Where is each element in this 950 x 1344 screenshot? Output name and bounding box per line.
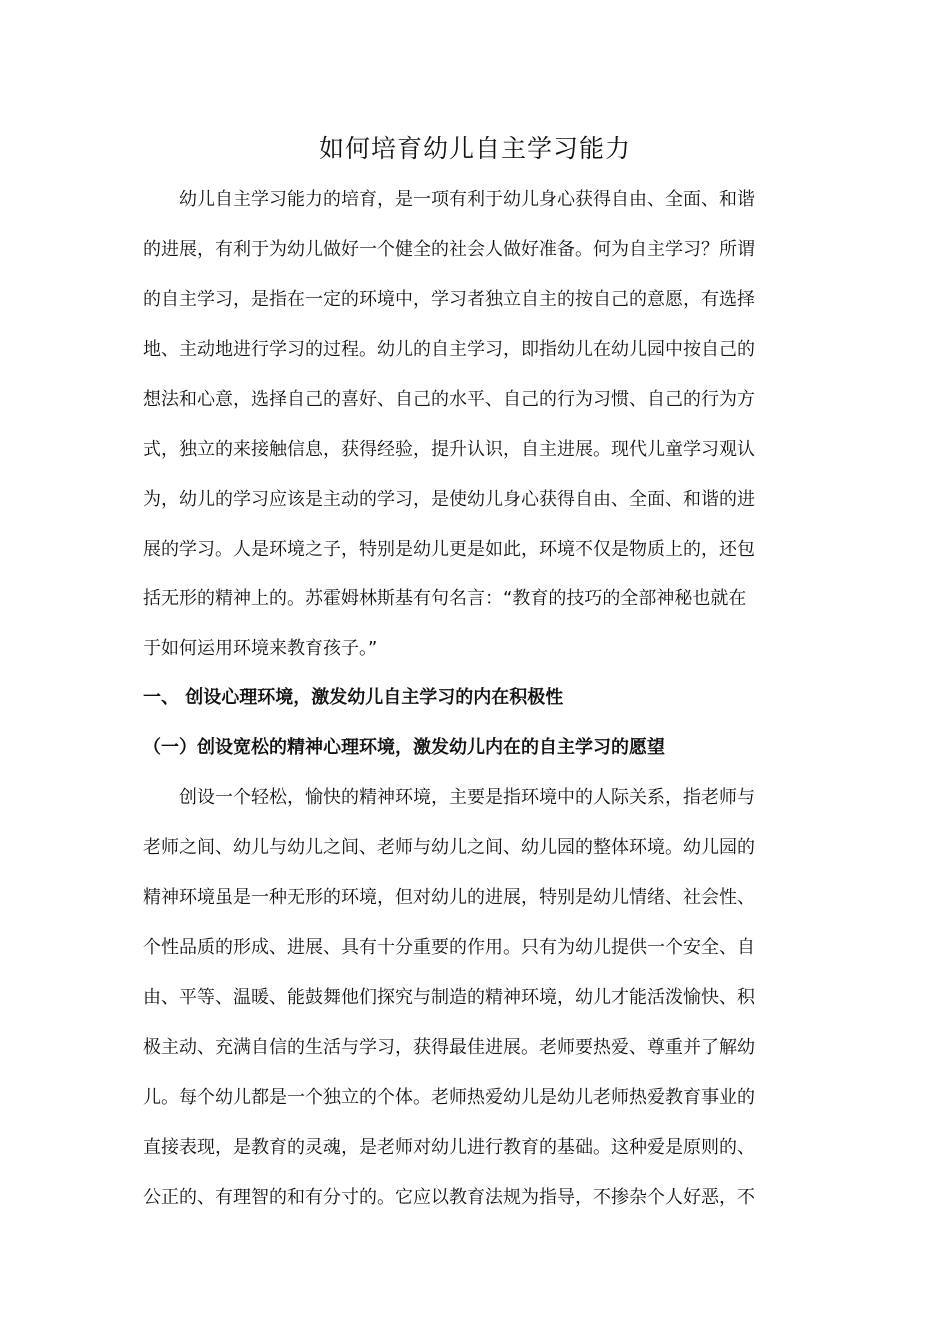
section-line: 儿。每个幼儿都是一个独立的个体。老师热爱幼儿是幼儿老师热爱教育事业的 — [143, 1087, 755, 1108]
subsection-heading-1-1: （一）创设宽松的精神心理环境，激发幼儿内在的自主学习的愿望 — [143, 737, 665, 758]
intro-line: 地、主动地进行学习的过程。幼儿的自主学习，即指幼儿在幼儿园中按自己的 — [143, 339, 755, 360]
section-line: 直接表现，是教育的灵魂，是老师对幼儿进行教育的基础。这种爱是原则的、 — [143, 1137, 755, 1158]
intro-line: 幼儿自主学习能力的培育，是一项有利于幼儿身心获得自由、全面、和谐 — [143, 189, 755, 210]
document-title: 如何培育幼儿自主学习能力 — [318, 134, 631, 163]
intro-line: 括无形的精神上的。苏霍姆林斯基有句名言：“教育的技巧的全部神秘也就在 — [143, 588, 747, 609]
section-line: 个性品质的形成、进展、具有十分重要的作用。只有为幼儿提供一个安全、自 — [143, 937, 755, 958]
intro-line: 想法和心意，选择自己的喜好、自己的水平、自己的行为习惯、自己的行为方 — [143, 389, 755, 410]
intro-line: 式，独立的来接触信息，获得经验，提升认识，自主进展。现代儿童学习观认 — [143, 439, 755, 460]
section-line: 精神环境虽是一种无形的环境，但对幼儿的进展，特别是幼儿情绪、社会性、 — [143, 887, 755, 908]
intro-line: 于如何运用环境来教育孩子。” — [143, 638, 378, 659]
section-line: 公正的、有理智的和有分寸的。它应以教育法规为指导，不掺杂个人好恶，不 — [143, 1187, 755, 1208]
intro-line: 的进展，有利于为幼儿做好一个健全的社会人做好准备。何为自主学习？所谓 — [143, 239, 755, 260]
intro-line: 的自主学习，是指在一定的环境中，学习者独立自主的按自己的意愿，有选择 — [143, 289, 755, 310]
section-line: 老师之间、幼儿与幼儿之间、老师与幼儿之间、幼儿园的整体环境。幼儿园的 — [143, 837, 755, 858]
intro-line: 展的学习。人是环境之子，特别是幼儿更是如此，环境不仅是物质上的，还包 — [143, 539, 755, 560]
section-line: 由、平等、温暖、能鼓舞他们探究与制造的精神环境，幼儿才能活泼愉快、积 — [143, 987, 755, 1008]
section-heading-1: 一、 创设心理环境，激发幼儿自主学习的内在积极性 — [143, 687, 564, 708]
section-line: 极主动、充满自信的生活与学习，获得最佳进展。老师要热爱、尊重并了解幼 — [143, 1037, 755, 1058]
section-line: 创设一个轻松，愉快的精神环境，主要是指环境中的人际关系，指老师与 — [143, 787, 755, 808]
intro-line: 为，幼儿的学习应该是主动的学习，是使幼儿身心获得自由、全面、和谐的进 — [143, 489, 755, 510]
